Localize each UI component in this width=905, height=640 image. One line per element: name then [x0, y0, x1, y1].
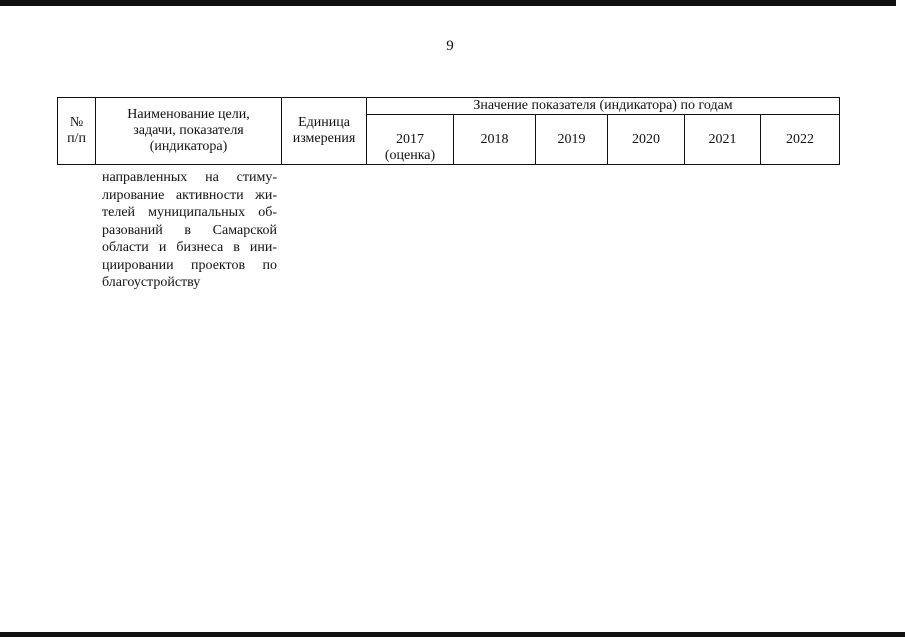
header-year-2017: [367, 115, 454, 165]
continuation-line: разований в Самарской: [102, 222, 277, 238]
page-number: 9: [446, 38, 454, 54]
continuation-line: циировании проектов по: [102, 257, 277, 273]
top-border-rule: [0, 0, 896, 6]
year-label: 2017: [396, 132, 424, 147]
continuation-line: направленных на стиму-: [102, 170, 277, 185]
indicator-table: [57, 97, 840, 165]
continuation-line: благоустройству: [102, 275, 201, 290]
header-year-2021: 2021: [685, 115, 761, 165]
continuation-line: телей муниципальных об-: [102, 205, 277, 220]
header-number: № п/п: [58, 98, 96, 165]
bottom-border-rule: [0, 632, 905, 637]
header-year-2020: 2020: [608, 115, 685, 165]
header-name: Наименование цели, задачи, показателя (индикатора): [96, 98, 282, 165]
continuation-line: лирование активности жи-: [102, 187, 277, 203]
header-year-2019: 2019: [536, 115, 608, 165]
header-unit: Единица измерения: [282, 98, 367, 165]
header-year-2018: 2018: [454, 115, 536, 165]
header-values-by-year: Значение показателя (индикатора) по годам: [367, 98, 840, 115]
header-year-2022: 2022: [761, 115, 840, 165]
continuation-text: [102, 169, 277, 292]
continuation-line: области и бизнеса в ини-: [102, 240, 277, 255]
year-note: (оценка): [384, 148, 436, 163]
